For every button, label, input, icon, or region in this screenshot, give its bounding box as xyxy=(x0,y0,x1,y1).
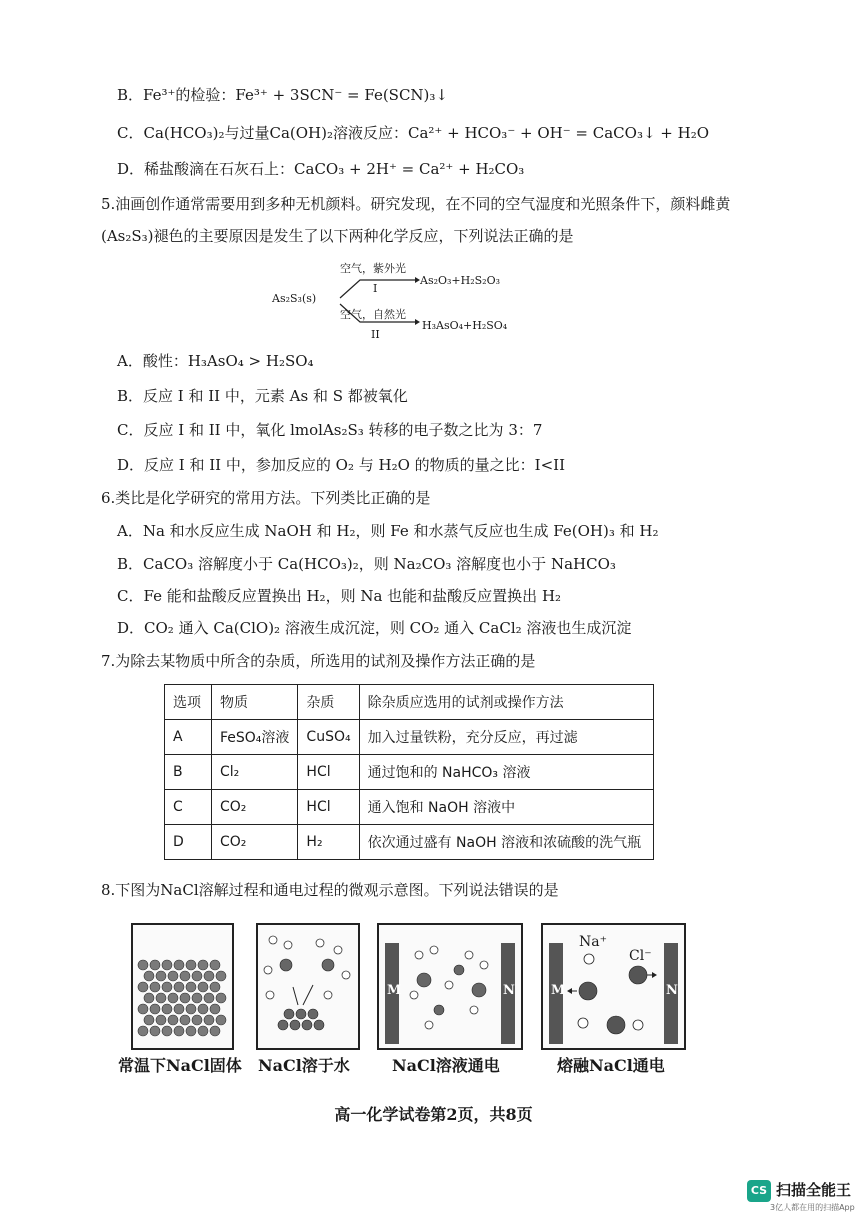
electrode-n xyxy=(501,943,515,1044)
electrode-n-label: N xyxy=(503,983,515,998)
table-cell: 依次通过盛有 NaOH 溶液和浓硫酸的洗气瓶 xyxy=(359,825,653,860)
q6-option-d: D．CO₂ 通入 Ca(ClO)₂ 溶液生成沉淀，则 CO₂ 通入 CaCl₂ 溶液也生成沉淀 xyxy=(117,619,632,637)
table-cell: A xyxy=(165,720,212,755)
product-2: H₃AsO₄+H₂SO₄ xyxy=(422,319,508,332)
table-row xyxy=(165,720,654,755)
page-footer: 高一化学试卷第2页，共8页 xyxy=(334,1105,533,1124)
watermark-app-name: 扫描全能王 xyxy=(776,1181,852,1199)
table-header-cell: 选项 xyxy=(165,685,212,720)
table-header-row xyxy=(165,685,654,720)
caption-solid: 常温下NaCl固体 xyxy=(118,1056,242,1075)
table-cell: B xyxy=(165,755,212,790)
table-cell: FeSO₄溶液 xyxy=(212,720,298,755)
q5-option-b: B．反应 I 和 II 中，元素 As 和 S 都被氧化 xyxy=(117,387,408,405)
table-cell: 通过饱和的 NaHCO₃ 溶液 xyxy=(359,755,653,790)
q5-option-d: D．反应 I 和 II 中，参加反应的 O₂ 与 H₂O 的物质的量之比：I<II xyxy=(117,456,565,474)
table-cell: HCl xyxy=(298,755,359,790)
table-cell: C xyxy=(165,790,212,825)
table-row xyxy=(165,755,654,790)
electrode-m-label: M xyxy=(387,983,402,998)
table-cell: D xyxy=(165,825,212,860)
lattice-illustration xyxy=(133,925,232,1048)
molten-nacl-electrolysis-figure xyxy=(541,923,686,1050)
table-header-cell: 除杂质应选用的试剂或操作方法 xyxy=(359,685,653,720)
electrode-n xyxy=(664,943,678,1044)
table-cell: CO₂ xyxy=(212,790,298,825)
table-cell: HCl xyxy=(298,790,359,825)
q4-option-b: B．Fe³⁺的检验：Fe³⁺ + 3SCN⁻ = Fe(SCN)₃↓ xyxy=(117,86,448,104)
q5-option-c: C．反应 I 和 II 中，氧化 lmolAs₂S₃ 转移的电子数之比为 3：7 xyxy=(117,421,543,439)
table-row xyxy=(165,825,654,860)
nacl-solid-figure xyxy=(131,923,234,1050)
q6-option-a: A．Na 和水反应生成 NaOH 和 H₂，则 Fe 和水蒸气反应也生成 Fe(OH)₃ 和 H₂ xyxy=(117,522,659,540)
caption-dissolve: NaCl溶于水 xyxy=(258,1056,350,1075)
table-cell: Cl₂ xyxy=(212,755,298,790)
q5-option-a: A．酸性：H₃AsO₄ > H₂SO₄ xyxy=(117,352,314,370)
roman-ii: II xyxy=(371,328,380,341)
electrode-m-label: M xyxy=(551,983,566,998)
electrode-m xyxy=(549,943,566,1044)
q7-options-table xyxy=(164,684,654,860)
na-ion-label: Na⁺ xyxy=(579,934,607,950)
reactant-label: As₂S₃(s) xyxy=(272,292,317,305)
q6-option-b: B．CaCO₃ 溶解度小于 Ca(HCO₃)₂，则 Na₂CO₃ 溶解度也小于 NaHCO₃ xyxy=(117,555,616,573)
condition-1: 空气，紫外光 xyxy=(340,262,406,275)
q8-stem: 8.下图为NaCl溶解过程和通电过程的微观示意图。下列说法错误的是 xyxy=(101,881,559,899)
electrode-m xyxy=(385,943,402,1044)
table-cell: 通入饱和 NaOH 溶液中 xyxy=(359,790,653,825)
table-cell: H₂ xyxy=(298,825,359,860)
table-cell: CuSO₄ xyxy=(298,720,359,755)
q4-option-c: C．Ca(HCO₃)₂与过量Ca(OH)₂溶液反应：Ca²⁺ + HCO₃⁻ + OH⁻ = CaCO₃↓ + H₂O xyxy=(117,124,710,142)
table-row xyxy=(165,790,654,825)
q6-stem: 6.类比是化学研究的常用方法。下列类比正确的是 xyxy=(101,489,431,507)
roman-i: I xyxy=(373,282,378,295)
q6-option-c: C．Fe 能和盐酸反应置换出 H₂，则 Na 也能和盐酸反应置换出 H₂ xyxy=(117,587,562,605)
table-header-cell: 物质 xyxy=(212,685,298,720)
table-cell: CO₂ xyxy=(212,825,298,860)
nacl-solution-electrolysis-figure xyxy=(377,923,523,1050)
dissolving-illustration xyxy=(258,925,358,1048)
caption-molten-electrolysis: 熔融NaCl通电 xyxy=(557,1056,665,1075)
camscanner-logo-icon: CS xyxy=(747,1180,771,1202)
table-cell: 加入过量铁粉，充分反应，再过滤 xyxy=(359,720,653,755)
table-header-cell: 杂质 xyxy=(298,685,359,720)
q5-stem-line2: (As₂S₃)褪色的主要原因是发生了以下两种化学反应，下列说法正确的是 xyxy=(101,227,574,245)
watermark-tagline: 3亿人都在用的扫描App xyxy=(770,1203,855,1212)
q5-reaction-scheme xyxy=(270,252,530,342)
q7-stem: 7.为除去某物质中所含的杂质，所选用的试剂及操作方法正确的是 xyxy=(101,652,536,670)
nacl-dissolving-figure xyxy=(256,923,360,1050)
product-1: As₂O₃+H₂S₂O₃ xyxy=(420,274,501,287)
cl-ion-label: Cl⁻ xyxy=(629,948,652,964)
electrode-n-label: N xyxy=(666,983,678,998)
q5-stem-line1: 5.油画创作通常需要用到多种无机颜料。研究发现，在不同的空气湿度和光照条件下，颜料雌黄 xyxy=(101,195,731,213)
q4-option-d: D．稀盐酸滴在石灰石上：CaCO₃ + 2H⁺ = Ca²⁺ + H₂CO₃ xyxy=(117,160,525,178)
condition-2: 空气，自然光 xyxy=(340,308,406,321)
caption-solution-electrolysis: NaCl溶液通电 xyxy=(392,1056,500,1075)
